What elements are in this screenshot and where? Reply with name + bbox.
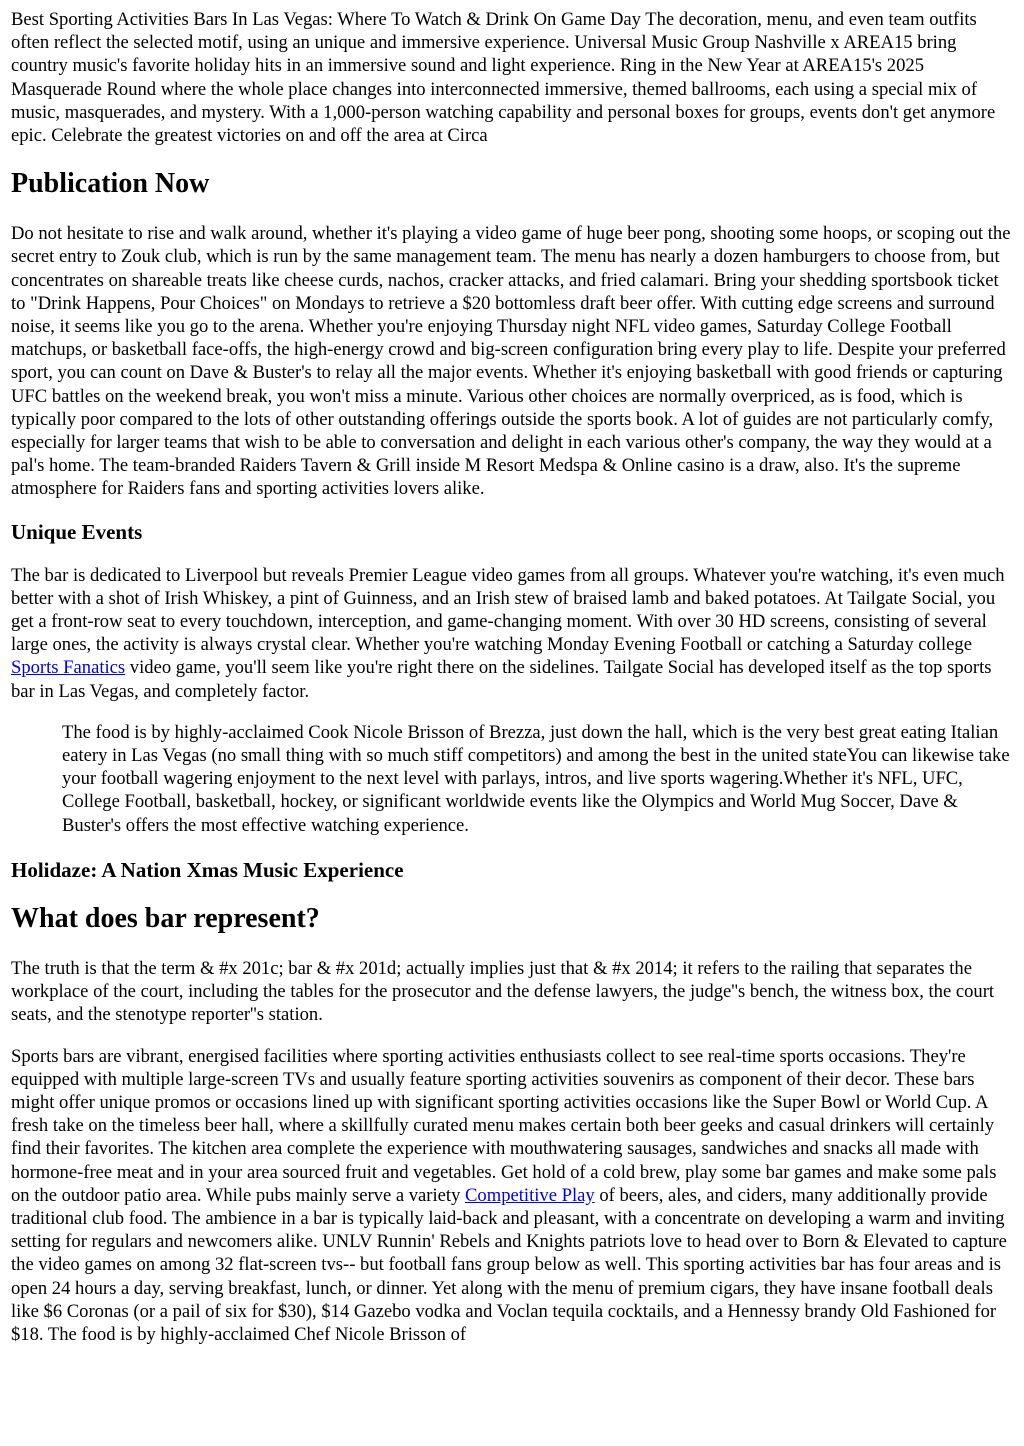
unique-text-before-link: The bar is dedicated to Liverpool but reveals Premier League video games from all groups. Whatever you're watching, it's even much better with a shot of Irish Whiskey, a pint of Guinness, and an Irish stew of braised lamb and baked potatoes. At Tailgate Social, you get a front-row seat to every touchdown, interception, and game-changing moment. With over 30 HD screens, consisting of several large ones, the activity is always crystal clear. Whether you're watching Monday Evening Football or catching a Saturday college xyxy=(11,564,1005,656)
sports-text-before-link: Sports bars are vibrant, energised facilities where sporting activities enthusiasts collect to see real-time sports occasions. They're equipped with multiple large-screen TVs and usually feature sporting activities souvenirs as component of their decor. These bars might offer unique promos or occasions lined up with significant sporting activities occasions like the Super Bowl or World Cup. A fresh take on the timeless beer hall, where a skillfully curated menu makes certain both beer geeks and casual drinkers will certainly find their favorites. The kitchen area complete the experience with mouthwatering sausages, sandwiches and snacks all made with hormone-free meat and in your area sourced fruit and vegetables. Get hold of a cold brew, play some bar games and make some pals on the outdoor patio area. While pubs mainly serve a variety xyxy=(11,1045,997,1206)
heading-publication-now: Publication Now xyxy=(11,168,210,200)
bar-truth-paragraph: The truth is that the term & #x 201c; bar & #x 201d; actually implies just that & #x 2014; it refers to the railing that separates the workplace of the court, including the tables for the prosecutor and the defense lawyers, the judge''s bench, the witness box, the court seats, and the stenotype reporter''s station. xyxy=(11,957,995,1026)
sports-bars-paragraph xyxy=(11,1045,1014,1347)
unique-events-paragraph xyxy=(11,564,1014,703)
food-blockquote: The food is by highly-acclaimed Cook Nicole Brisson of Brezza, just down the hall, which is the very best great eating Italian eatery in Las Vegas (no small thing with so much stiff competitors) and among the best in the united stateYou can likewise take your football wagering enjoyment to the next level with parlays, intros, and live sports wagering.Whether it's NFL, UFC, College Football, basketball, hockey, or significant worldwide events like the Olympics and World Mug Soccer, Dave & Buster's offers the most effective watching experience. xyxy=(62,721,1010,836)
publication-paragraph: Do not hesitate to rise and walk around, whether it's playing a video game of huge beer pong, shooting some hoops, or scoping out the secret entry to Zouk club, which is run by the same management team. The menu has nearly a dozen hamburgers to choose from, but concentrates on shareable treats like cheese curds, nachos, cracker attacks, and fried calamari. Bring your shedding sportsbook ticket to "Drink Happens, Pour Choices" on Mondays to retrieve a $20 bottomless draft beer offer. With cutting edge screens and surround noise, it seems like you go to the arena. Whether you're enjoying Thursday night NFL video games, Saturday College Football matchups, or basketball face-offs, the high-energy crowd and big-screen configuration bring every play to life. Despite your preferred sport, you can count on Dave & Buster's to relay all the major events. Whether it's enjoying basketball with good friends or capturing UFC battles on the weekend break, you won't miss a minute. Various other choices are normally overpriced, as is food, which is typically poor compared to the lots of other outstanding offerings outside the sports book. A lot of guides are not particularly comfy, especially for larger teams that wish to be able to conversation and delight in each various other's company, the way they would at a pal's home. The team-branded Raiders Tavern & Grill inside M Resort Medspa & Online casino is a draw, also. It's the supreme atmosphere for Raiders fans and sporting activities lovers alike. xyxy=(11,223,1011,500)
unique-text-after-link: video game, you'll seem like you're right there on the sidelines. Tailgate Social has developed itself as the top sports bar in Las Vegas, and completely factor. xyxy=(11,657,992,702)
sports-fanatics-link[interactable]: Sports Fanatics xyxy=(11,657,126,679)
heading-what-does-bar-represent: What does bar represent? xyxy=(11,902,320,934)
heading-holidaze: Holidaze: A Nation Xmas Music Experience xyxy=(11,857,404,882)
competitive-play-link[interactable]: Competitive Play xyxy=(465,1184,595,1206)
heading-unique-events: Unique Events xyxy=(11,519,143,544)
sports-text-after-link: of beers, ales, and ciders, many additionally provide traditional club food. The ambience in a bar is typically laid-back and pleasant, with a concentrate on developing a warm and inviting setting for regulars and newcomers alike. UNLV Runnin' Rebels and Knights patriots love to head over to Born & Elevated to capture the video games on among 32 flat-screen tvs-- but football fans group below as well. This sporting activities bar has four areas and is open 24 hours a day, serving breakfast, lunch, or dinner. Yet along with the menu of premium cigars, they have insane football deals like $6 Coronas (or a pail of six for $30), $14 Gazebo vodka and Voclan tequila cocktails, and a Hennessy brandy Old Fashioned for $18. The food is by highly-acclaimed Chef Nicole Brisson of xyxy=(11,1184,1007,1345)
intro-paragraph: Best Sporting Activities Bars In Las Vegas: Where To Watch & Drink On Game Day The decoration, menu, and even team outfits often reflect the selected motif, using an unique and immersive experience. Universal Music Group Nashville x AREA15 bring country music's favorite holiday hits in an immersive sound and light experience. Ring in the New Year at AREA15's 2025 Masquerade Round where the whole place changes into interconnected immersive, themed ballrooms, each using a special mix of music, masquerades, and mystery. With a 1,000-person watching capability and personal boxes for groups, events don't get anymore epic. Celebrate the greatest victories on and off the area at Circa xyxy=(11,9,996,147)
